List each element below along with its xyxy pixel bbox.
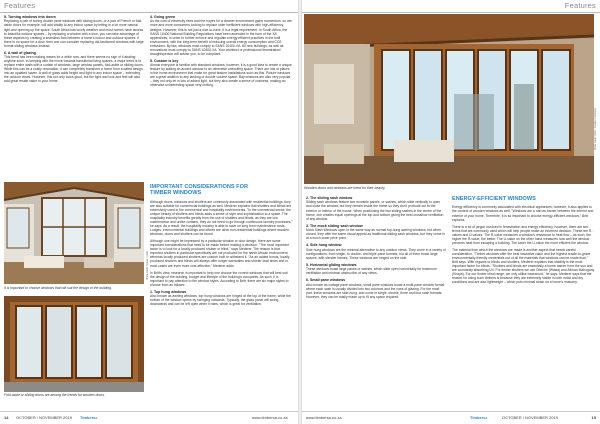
body-text: This trend has been making waves for a while now, and there seems no sign of it abating anytime soon. In keeping with the move towards transitional living spaces, a major trend is to replace entire walls with a curtain of windows, large window panels, fold-aside or sliding doors. While this can be a costly renovation, it can completely transform a home from a dated design, into an updated haven. A wall of glass adds height and light to any indoor space – extending the outdoor views. However, this not only looks good, but the light and look and feel will also add great resale value to your home.: [4, 55, 144, 84]
interior-photo-graphic: [4, 182, 144, 284]
article-heading-line2: TIMBER WINDOWS: [150, 190, 202, 197]
subheading: 4. Side hung window: [306, 243, 342, 248]
body-text: As the cost of electricity rises and the hopes for a cleaner environment gains momentum, so are more and more consumers looking to replace older inefficient windows with high-efficiency designs. However, this is not just a nice-to-have, it is a legal requirement. In South Africa, the SANS 10400 National Building Regulations have been amended in the form of the XA appendices, in order to further enforce and regulate energy efficient practices in the built environment, with the long-term benefit of reducing overall energy consumption and CO2 emissions. By law, windows must comply to SANS 10400-XA. All new buildings, as well as renovations must comply to SANS 10400-XA. Your architect or professional fenestration/ draughtsperson will advise you, to be compliant.: [150, 19, 292, 56]
wooden-doors-photo-graphic: [304, 14, 594, 184]
subheading: 4. Going green: [150, 15, 176, 19]
body-text: Although doors, windows and shutters are commonly associated with residential buildings, they are also suitable for commercial buildings as well. Mederer explains that shutters and blinds are extensively used in the commercial and hospitality environments. "In the commercial sector, the unique beauty of shutters and blinds adds a sense of style and sophistication to a space. The hospitality industry benefits greatly from the use of shutters and blinds, as they are low maintenance and unlike curtains, they do not need to go through continuous laundry processes," he says. As a result, the hospitality industry is able to save on long term maintenance costs. Lodges, environmental buildings and offices are other non-residential buildings where wooden windows, doors and shutters can be found.: [150, 199, 293, 237]
left-page: [0, 0, 298, 424]
website-url: www.timbersa.co.za: [252, 415, 288, 420]
subheading: 1. Top hung windows: [150, 289, 187, 294]
subheading: 6. Small pane windows: [306, 278, 346, 283]
door-photo: [4, 296, 144, 392]
wooden-doors-credit: Photo credit: Flickr / Creative Commons: [594, 107, 597, 150]
body-text: Side hung windows are the minimal alternative to any outdoor views. They come in a variety of configurations, from single- to double- and triple-pane formats, but all of them boast large spaces, with slender frames. These windows are hinged on the side.: [306, 247, 446, 260]
body-text: Also known as cottage pane windows, small pane windows boast a multi-pane window format where each sash is usually divided into two columns and the rows of glazing. For the most part, these windows are side-hung, and come in single, double, three and four sash formats. However, they can be easily made up to fit any space required.: [306, 282, 445, 299]
interior-caption: It is important to choose windows that will suit the design of the building.: [4, 286, 112, 290]
subheading: 5. Turning windows into doors: [4, 15, 56, 19]
brand-logo: TimberSA: [80, 415, 98, 420]
page-number: 14: [4, 415, 9, 420]
left-column-2: [150, 15, 293, 181]
interior-photo: [4, 182, 144, 284]
right-column-1: [306, 196, 446, 410]
body-text: The material from which the windows are made is another aspect that needs careful consideration. "Timber windows offer the best insulative value and the highest cradle-to-grave environmentally-friendly credentials out of all the materials that windows can be made from," Britt says. With regards to blinds and shutters, Mederer explains that stability is the most important factor for blinds. "Shutters and blinds are essentially a home barrier from the sun and are constantly absorbing UV. For timber shutters we use Obeche (Wawa) and African Mahogany (Khaya). For our timber blind range, we only utilise basswood," he says. Mederer says that the reason for using such timbers is because they are extremely stable in both moist and dry conditions and are also lightweight – which puts minimal strain on a home's masonry.: [452, 247, 595, 285]
body-text: These windows boast large panes or sashes, which slide open horizontally for maximum ventilation and minimal obstruction of any views.: [306, 267, 437, 276]
subheading: 2. The sliding sash window: [306, 196, 353, 200]
wooden-doors-photo: [304, 14, 594, 184]
body-text: Almost everyone is familiar with standard windows; however, it is a good idea to create a unique feature by adding an accent window to an otherwise unexciting space. There are lots of places in the home environment that make for great feature installations such as this. Picture windows are a great addition to any landing or double volume space. Bay windows are also very popular – they not only let in lots of added light, but they also create a sense of coziness, making an otherwise uninteresting space very inviting.: [150, 63, 292, 88]
interior-photo-credit: Photo credit: Sylvan / Flickr: [146, 251, 149, 280]
body-text: Mock Sash Windows open in the same way as normal top-hung awning windows, but when closed, they offer the same visual appeal as traditional sliding sash windows, but they come in at a much lower price point.: [306, 228, 445, 241]
issue-date: OCTOBER / NOVEMBER 2019: [502, 415, 558, 420]
issue-date: OCTOBER / NOVEMBER 2019: [16, 415, 72, 420]
subheading: 5. Custom is key: [150, 58, 179, 63]
right-section-label: Features: [564, 1, 596, 10]
body-text: Sliding sash windows feature two movable panels, or sashes, which slide vertically to open and close the window, but they remain inside the frame so they don't protrude out to the exterior or interior of the house. When positioning the two sliding sashes in the centre of the frame, one creates equal openings at the top and bottom giving the best crossflow ventilation of any window.: [306, 200, 444, 221]
body-text: Replacing a pair of boring double pane windows with sliding doors, or a pair of French or fold-aside doors for example, will add vitality to any indoor space by letting in a lot more natural light and opening up the space. South Africa has lovely weather and most homes have access to beautiful outdoor spaces – by replacing a window with a door, you can take advantage of these aspects by creating a seamless flow between a home's indoor and outdoor spaces. If there is no space for a door, then one can consider replacing old-fashioned windows with large format sliding windows instead.: [4, 19, 144, 48]
body-text: Energy efficiency is commonly associated with electrical appliances; however, it also applies to the context of wooden windows as well. "Windows are a narrow barrier between the interior and exterior of your home. Therefore, it is so important to choose energy-efficient windows," Britt explains.: [452, 205, 594, 222]
door-caption: Fold-aside or sliding doors are among the trends for wooden doors.: [4, 393, 106, 397]
energy-efficient-heading: ENERGY-EFFICIENT WINDOWS: [452, 196, 536, 202]
left-footer: [0, 411, 298, 424]
article-heading-line1: IMPORTANT CONSIDERATIONS FOR: [150, 184, 248, 190]
subheading: 3. The mock sliding sash window: [306, 223, 363, 228]
door-photo-graphic: [4, 296, 144, 392]
subheading: 6. A wall of glazing: [4, 50, 36, 55]
left-header-bar: [0, 0, 298, 13]
right-column-2: [452, 196, 595, 410]
brand-logo: TimberSA: [470, 415, 488, 420]
left-section-label: Features: [4, 1, 36, 10]
website-url: www.timbersa.co.za: [306, 415, 342, 420]
left-column-1: [4, 15, 144, 179]
page-number: 15: [591, 415, 596, 420]
wooden-doors-caption: Wooden doors and windows are trend for their beauty.: [304, 186, 386, 190]
body-text: There is a lot of jargon involved in fenestration and energy efficiency, however, there are two terms that are commonly used which will help people make an informed decision. These are R-values and U-values. The R-value measures a window's resistance to heat flow – as such, the higher the R-value, the better. The U-value on the other hand measures how well the window prevents heat from escaping a building. The lower the U-value the more efficient the window.: [452, 224, 593, 245]
subheading: 5. Horizontal gliding windows: [306, 262, 357, 267]
body-text: Also known as awning windows, top hung windows are hinged at the top of the frame, while the bottom of the window opens by swinging outwards. Typically, the glass panel will swing downwards and can be left open when it rains, which is great for ventilation.: [150, 294, 291, 307]
left-article: [150, 184, 293, 410]
right-page: [302, 0, 600, 424]
right-footer: [302, 411, 600, 424]
body-text: In Britt's view, research is important to help one choose the correct windows that will best suit the design of the building, budget and lifestyle of the building's occupants. As such, it is important to pay attention to the window styles. According to Britt, there are six major styles to choose from as follows:: [150, 270, 289, 287]
body-text: Although one might be impressed by a particular window or door design, there are some important considerations that need to be made before making a decision. "The most important factor is to look for a locally produced shutter or blind," says Mederer. The reason is that imported shutters in particular specifically are not produced for the harsh African environment, whereas locally produced shutters are custom built to withstand it. "As an added bonus, locally produced shutters and blinds will always offer longer warranties and shorter lead times and in most cases are even more cost-effective," Mederer adds.: [150, 239, 290, 268]
right-header-bar: [302, 0, 600, 13]
